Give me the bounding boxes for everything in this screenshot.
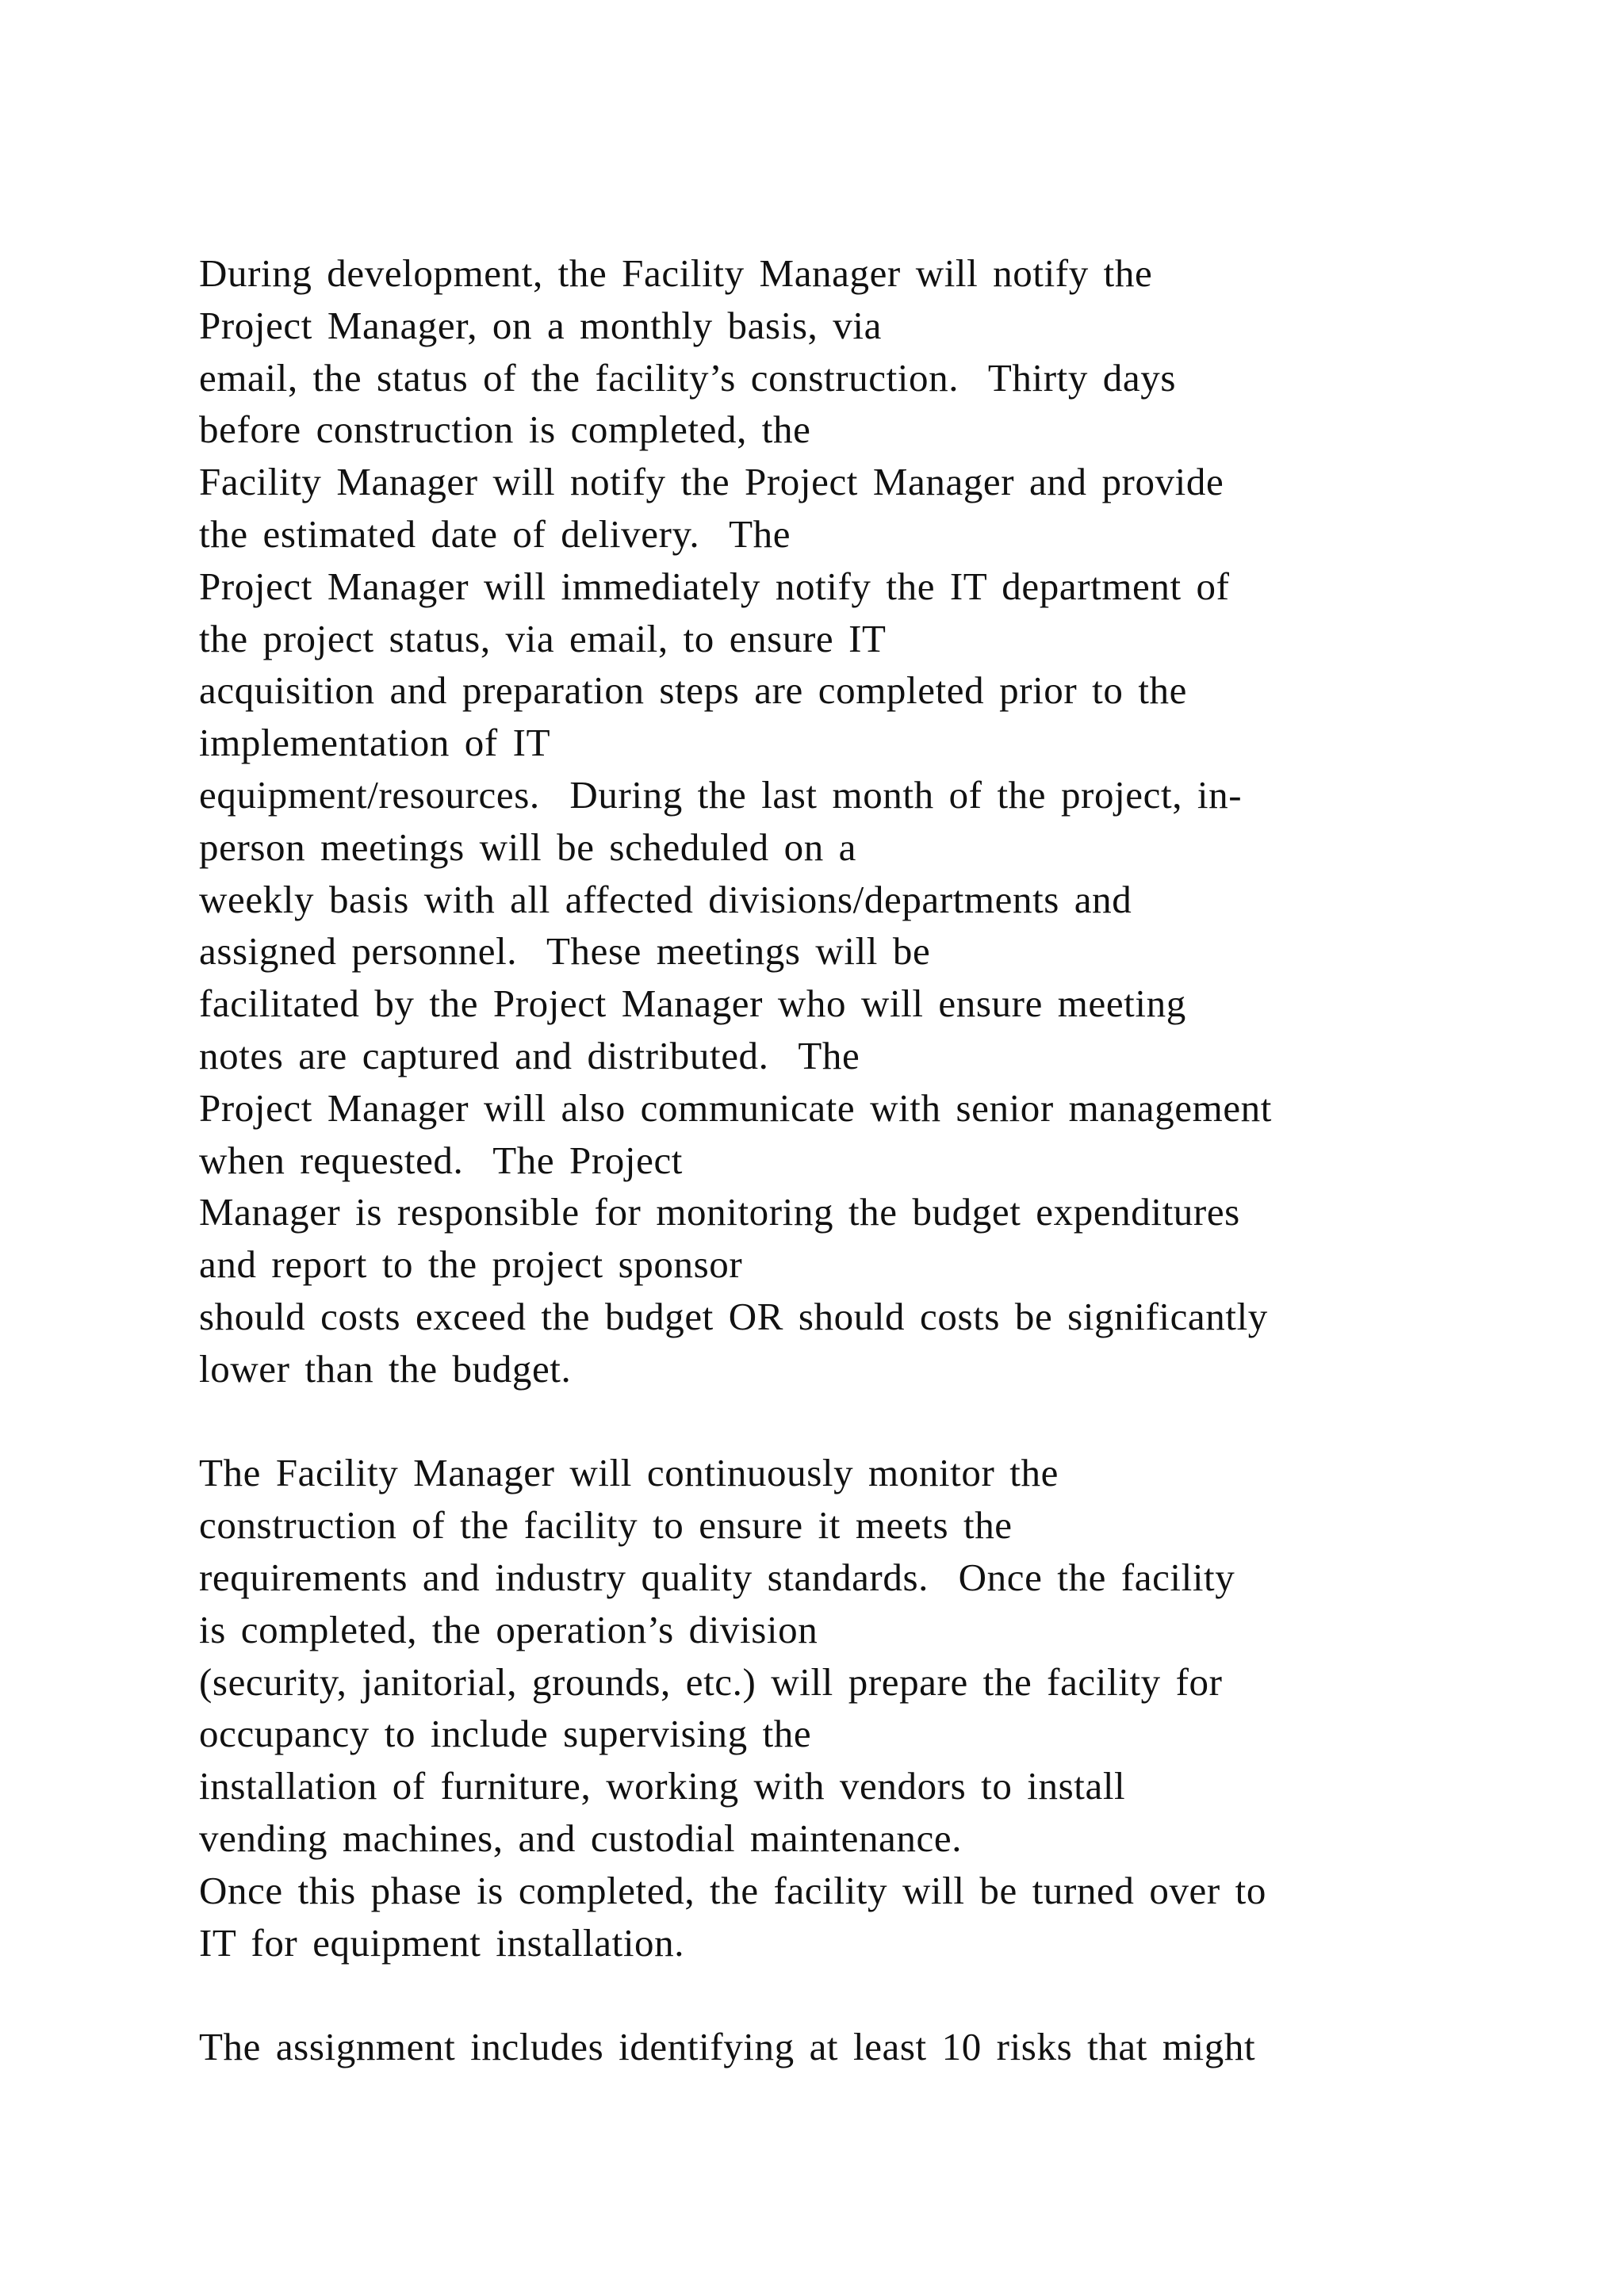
text-line: The assignment includes identifying at least 10 risks that might <box>199 2025 1256 2069</box>
text-line: Project Manager will also communicate with senior management <box>199 1085 1272 1130</box>
text-line: person meetings will be scheduled on a <box>199 825 856 869</box>
text-line: vending machines, and custodial maintenance. <box>199 1816 963 1860</box>
text-line: the estimated date of delivery. The <box>199 511 791 556</box>
text-line: construction of the facility to ensure it meets the <box>199 1503 1013 1548</box>
text-line: IT for equipment installation. <box>199 1920 685 1965</box>
paragraph-spacer <box>199 1395 1547 1448</box>
text-line: when requested. The Project <box>199 1138 684 1182</box>
text-line: notes are captured and distributed. The <box>199 1033 860 1077</box>
paragraph-1 <box>199 247 1547 1395</box>
text-line: Manager is responsible for monitoring the budget expenditures <box>199 1190 1240 1234</box>
text-line: the project status, via email, to ensure IT <box>199 616 887 660</box>
text-line: Project Manager, on a monthly basis, via <box>199 303 882 347</box>
text-line: (security, janitorial, grounds, etc.) will prepare the facility for <box>199 1659 1223 1704</box>
text-line: weekly basis with all affected divisions/departments and <box>199 877 1132 921</box>
text-line: Once this phase is completed, the facility will be turned over to <box>199 1868 1266 1912</box>
document-body <box>199 247 1547 2073</box>
paragraph-3 <box>199 2021 1547 2073</box>
text-line: occupancy to include supervising the <box>199 1712 812 1756</box>
text-line: email, the status of the facility’s construction. Thirty days <box>199 355 1177 400</box>
text-line: facilitated by the Project Manager who will ensure meeting <box>199 982 1186 1026</box>
text-line: installation of furniture, working with vendors to install <box>199 1764 1126 1808</box>
text-line: equipment/resources. During the last month of the project, in- <box>199 772 1243 817</box>
text-line: before construction is completed, the <box>199 408 811 452</box>
text-line: implementation of IT <box>199 721 551 765</box>
text-line: The Facility Manager will continuously monitor the <box>199 1451 1059 1495</box>
text-line: Project Manager will immediately notify the IT department of <box>199 564 1230 608</box>
paragraph-spacer <box>199 1969 1547 2021</box>
text-line: is completed, the operation’s division <box>199 1607 818 1651</box>
text-line: should costs exceed the budget OR should costs be significantly <box>199 1294 1268 1338</box>
paragraph-2 <box>199 1447 1547 1969</box>
text-line: assigned personnel. These meetings will be <box>199 929 931 974</box>
text-line: lower than the budget. <box>199 1346 572 1391</box>
text-line: Facility Manager will notify the Project Manager and provide <box>199 460 1224 504</box>
text-line: requirements and industry quality standards. Once the facility <box>199 1555 1235 1599</box>
text-line: acquisition and preparation steps are completed prior to the <box>199 668 1188 713</box>
text-line: and report to the project sponsor <box>199 1242 743 1287</box>
text-line: During development, the Facility Manager will notify the <box>199 251 1153 295</box>
